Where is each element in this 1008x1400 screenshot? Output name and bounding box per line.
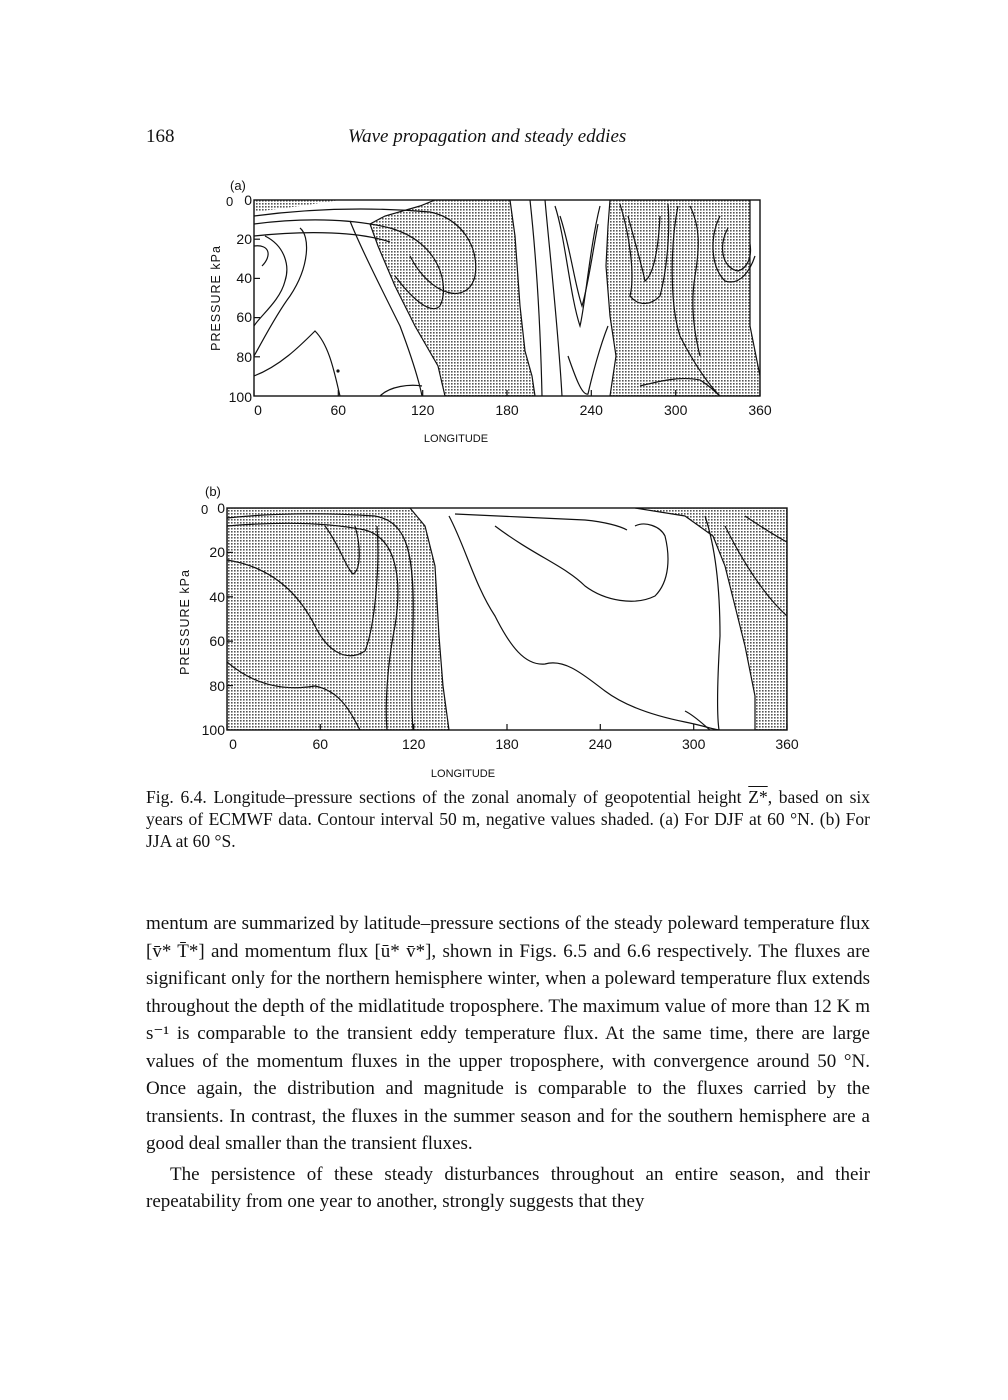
y-tick-label: 100 — [201, 722, 225, 738]
y-tick-label: 0 — [244, 192, 252, 208]
y-tick-label: 0 — [217, 500, 225, 516]
y-axis-label-b: PRESSURE kPa — [178, 569, 192, 675]
paragraph: The persistence of these steady disturbances throughout an entire season, and their repeatability from one year to another, strongly suggests that they — [146, 1163, 870, 1212]
x-tick-label: 0 — [229, 736, 237, 752]
caption-line2: , based on six years of ECMWF data. Contour interval 50 m, negative values shaded. (a) For DJF at 60 °N. (b) For JJA at 60 °S. — [146, 787, 871, 851]
y-tick-label: 80 — [236, 349, 252, 365]
running-title: Wave propagation and steady eddies — [348, 126, 627, 147]
x-tick-label: 120 — [402, 736, 426, 752]
x-tick-label: 120 — [411, 402, 435, 418]
x-tick-label: 360 — [748, 402, 772, 418]
y-origin-label-b: 0 — [201, 502, 209, 517]
y-tick-label: 20 — [236, 231, 252, 247]
y-tick-label: 40 — [209, 589, 225, 605]
y-tick-label: 20 — [209, 544, 225, 560]
x-tick-label: 300 — [682, 736, 706, 752]
x-tick-label: 180 — [495, 402, 519, 418]
body-text — [146, 910, 870, 1216]
contour-plot-b — [227, 508, 787, 730]
x-tick-label: 180 — [495, 736, 519, 752]
figure-b — [165, 486, 815, 780]
panel-label-b: (b) — [205, 486, 221, 499]
x-axis-label-a: LONGITUDE — [423, 433, 489, 445]
y-origin-label-a: 0 — [226, 194, 234, 209]
contour-plot-a — [254, 200, 760, 396]
caption-line1: Longitude–pressure sections of the zonal anomaly of geopotential height — [213, 787, 742, 807]
page-number: 168 — [146, 126, 175, 147]
x-tick-label: 0 — [254, 402, 262, 418]
y-axis-label-a: PRESSURE kPa — [209, 245, 223, 351]
y-tick-label: 60 — [236, 309, 252, 325]
y-tick-label: 40 — [236, 270, 252, 286]
x-tick-label: 60 — [330, 402, 347, 418]
paragraph: mentum are summarized by latitude–pressure sections of the steady poleward temperature flux [v̄* T̄*] and momentum flux [ū* v̄*], shown in Figs. 6.5 and 6.6 respectively. The fluxes are significant only for the northern hemisphere winter, when a poleward temperature flux extends throughout the depth of the midlatitude troposphere. The maximum value of more than 12 K m s⁻¹ is comparable to the transient eddy temperature flux. At the same time, there are large values of the momentum fluxes in the upper troposphere, with convergence around 50 °N. Once again, the distribution and magnitude is comparable to the fluxes carried by the transients. In contrast, the fluxes in the summer season and for the southern hemisphere are a good deal smaller than the transient fluxes. — [146, 913, 870, 1154]
y-tick-label: 100 — [228, 389, 252, 405]
panel-label-a: (a) — [230, 178, 246, 193]
negative-region-a2 — [606, 200, 760, 396]
x-tick-label: 300 — [664, 402, 688, 418]
y-tick-label: 80 — [209, 678, 225, 694]
x-tick-label: 240 — [579, 402, 603, 418]
negative-region-b2 — [635, 508, 787, 730]
figure-caption — [146, 786, 870, 852]
x-axis-label-b: LONGITUDE — [430, 768, 496, 780]
figure-a — [190, 176, 790, 456]
caption-symbol: Z* — [748, 787, 768, 807]
caption-label: Fig. 6.4. — [146, 787, 207, 807]
x-tick-label: 360 — [775, 736, 799, 752]
y-tick-label: 60 — [209, 633, 225, 649]
x-tick-label: 240 — [588, 736, 612, 752]
x-tick-label: 60 — [312, 736, 329, 752]
